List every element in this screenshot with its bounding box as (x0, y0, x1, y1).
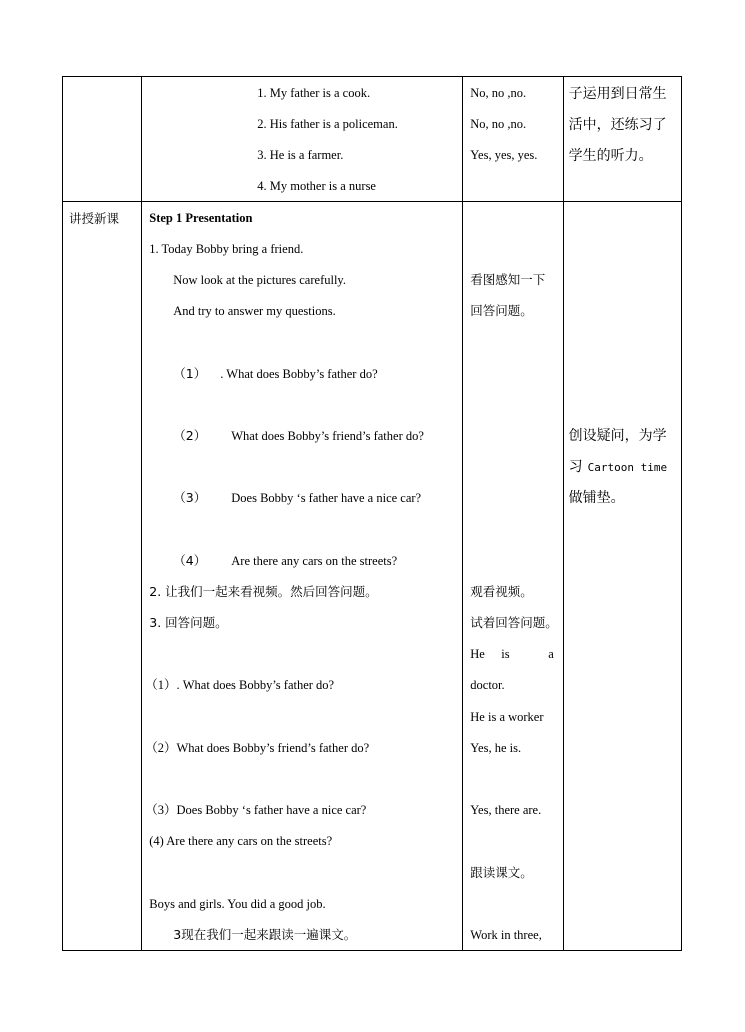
praise-line: Boys and girls. You did a good job. (149, 897, 326, 911)
student-activity: Work in three, (470, 928, 542, 942)
question-number: （1） (173, 366, 207, 381)
note-line: 习 (568, 459, 583, 475)
question-text: What does Bobby’s friend’s father do? (231, 429, 424, 443)
row2-content-cell (142, 202, 463, 951)
question-number: （4） (173, 553, 207, 568)
row2-note-cell (563, 202, 681, 951)
answer-text: Yes, there are. (470, 803, 542, 817)
row2-student-cell (463, 202, 563, 951)
row1-student-cell (463, 77, 563, 202)
question-number: （3） (173, 490, 207, 505)
sentence: 1. My father is a cook. (257, 86, 371, 100)
answer-word: He (470, 647, 485, 661)
row2-section-cell (63, 202, 142, 951)
intro-line: 1. Today Bobby bring a friend. (149, 242, 304, 256)
note-line: Cartoon time (587, 461, 668, 474)
note-line: 创设疑问，为学 (568, 428, 667, 444)
row1-section-cell (63, 77, 142, 202)
answer-word: is (501, 647, 510, 661)
intro-line: And try to answer my questions. (173, 304, 336, 318)
read-along-line: 3现在我们一起来跟读一遍课文。 (173, 927, 357, 942)
answer-word: a (548, 647, 554, 661)
student-activity: 试着回答问题。 (470, 615, 558, 630)
step-title: Step 1 Presentation (149, 211, 253, 225)
student-activity: 观看视频。 (470, 584, 533, 599)
sentence: 4. My mother is a nurse (257, 179, 376, 193)
step-three: 3. 回答问题。 (149, 615, 228, 630)
question-number: （2） (173, 428, 207, 443)
student-activity: 回答问题。 (470, 303, 533, 318)
student-activity: 跟读课文。 (470, 865, 533, 880)
lesson-plan-table (62, 76, 682, 951)
step-two: 2. 让我们一起来看视频。然后回答问题。 (149, 584, 378, 599)
table-row (63, 202, 682, 951)
sentence: 2. His father is a policeman. (257, 117, 398, 131)
response: Yes, yes, yes. (470, 148, 538, 162)
answer-text: He is a worker (470, 710, 544, 724)
answer-question: (4) Are there any cars on the streets? (149, 834, 333, 848)
answer-question: （1）. What does Bobby’s father do? (145, 678, 335, 692)
answer-text: Yes, he is. (470, 741, 522, 755)
row1-note-cell (563, 77, 681, 202)
answer-question: （2）What does Bobby’s friend’s father do? (145, 741, 370, 755)
response: No, no ,no. (470, 86, 527, 100)
question-text: Are there any cars on the streets? (231, 554, 398, 568)
question-text: Does Bobby ‘s father have a nice car? (231, 491, 422, 505)
note-line: 子运用到日常生 (568, 86, 667, 102)
student-activity: 看图感知一下 (470, 272, 546, 287)
note-line: 学生的听力。 (568, 148, 653, 164)
response: No, no ,no. (470, 117, 527, 131)
sentence: 3. He is a farmer. (257, 148, 344, 162)
answer-question: （3）Does Bobby ‘s father have a nice car? (145, 803, 367, 817)
note-line: 做铺垫。 (568, 490, 625, 506)
intro-line: Now look at the pictures carefully. (173, 273, 346, 287)
answer-text: doctor. (470, 678, 505, 692)
question-text: . What does Bobby’s father do? (220, 367, 378, 381)
section-label: 讲授新课 (69, 211, 120, 226)
row1-content-cell (142, 77, 463, 202)
note-line: 活中，还练习了 (568, 117, 667, 133)
table-row (63, 77, 682, 202)
